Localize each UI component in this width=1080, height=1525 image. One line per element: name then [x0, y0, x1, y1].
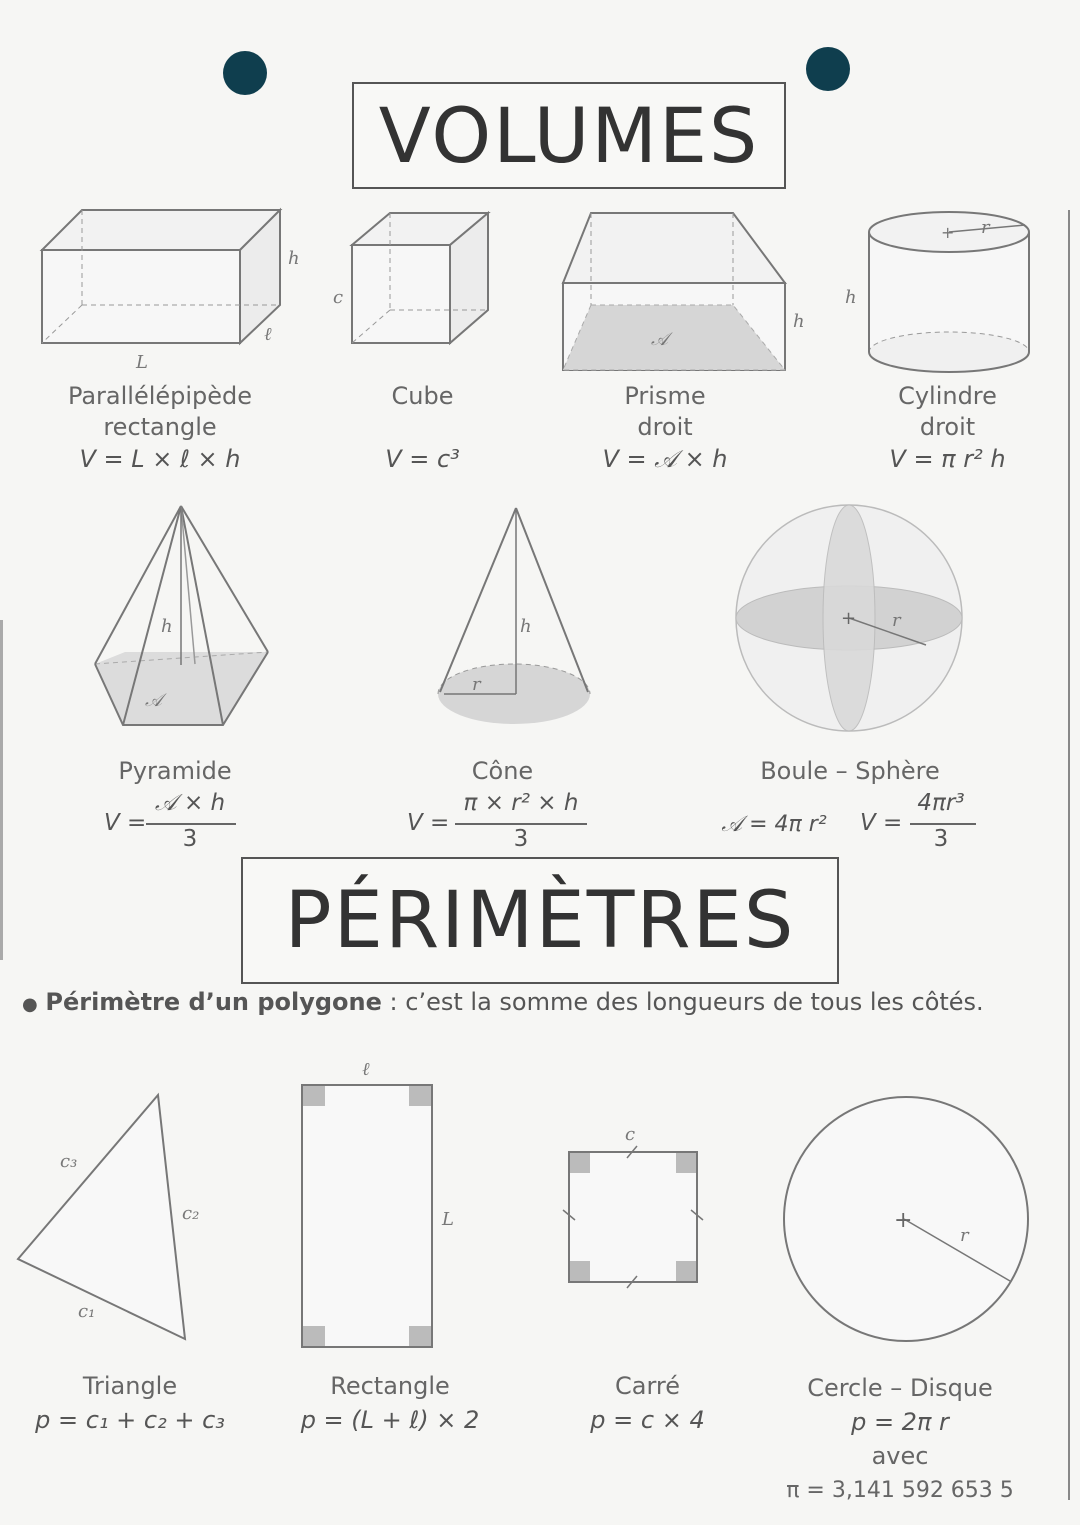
prism-figure	[555, 205, 815, 380]
binder-hole-left	[223, 51, 267, 95]
rectangle-figure	[290, 1055, 470, 1355]
prism-label-area: 𝒜	[651, 329, 669, 350]
cone-name: Cône	[471, 757, 534, 785]
volumes-title-text: VOLUMES	[378, 91, 760, 180]
prism-formula: V = 𝒜 × h	[602, 445, 728, 473]
circle-with-label: avec	[871, 1442, 929, 1470]
prism-name: Prisme droit	[624, 382, 706, 441]
sphere-formula-num: 4πr³	[917, 790, 965, 816]
square-figure	[555, 1120, 715, 1295]
cube-label-c: c	[333, 287, 344, 308]
cube-name: Cube	[391, 382, 454, 410]
rectangle-label-width: ℓ	[362, 1059, 370, 1080]
circle-figure	[780, 1093, 1035, 1348]
cone-label-r: r	[472, 674, 481, 695]
cuboid-label-h: h	[288, 248, 300, 269]
circle-name: Cercle – Disque	[807, 1374, 993, 1402]
sphere-formula	[856, 790, 981, 850]
bullet-icon: ●	[22, 994, 38, 1015]
square-name: Carré	[614, 1372, 680, 1400]
sphere-label-r: r	[892, 610, 901, 631]
cone-formula-bar	[455, 823, 587, 825]
cuboid-formula: V = L × ℓ × h	[79, 445, 241, 473]
triangle-name: Triangle	[82, 1372, 178, 1400]
cone-formula	[405, 790, 595, 850]
cube-formula: V = c³	[385, 445, 460, 473]
pi-value: π = 3,141 592 653 5	[786, 1478, 1014, 1503]
circle-formula: p = 2π r	[851, 1408, 949, 1436]
cuboid-figure	[30, 200, 310, 380]
cone-formula-num: π × r² × h	[463, 790, 579, 816]
sphere-name: Boule – Sphère	[760, 757, 940, 785]
cone-formula-lhs: V =	[407, 810, 450, 836]
triangle-label-c3: c₃	[60, 1151, 78, 1172]
volumes-title	[352, 82, 786, 189]
pyramid-formula-num: 𝒜 × h	[154, 790, 226, 816]
cylinder-formula: V = π r² h	[889, 445, 1006, 473]
svg-text:+: +	[941, 223, 955, 242]
pyramid-figure	[85, 500, 285, 740]
cuboid-name: Parallélépipède rectangle	[67, 382, 253, 441]
page-edge	[1068, 210, 1070, 1500]
pyramid-formula-lhs: V =	[104, 810, 147, 836]
perimetres-title-text: PÉRIMÈTRES	[284, 875, 796, 966]
cylinder-figure	[835, 205, 1045, 375]
sphere-figure	[730, 505, 970, 735]
definition-text: : c’est la somme des longueurs de tous les côtés.	[381, 988, 984, 1016]
cone-formula-den: 3	[513, 826, 529, 852]
cube-figure	[325, 205, 505, 355]
svg-text:+: +	[841, 608, 857, 629]
page-edge-left	[0, 620, 3, 960]
binder-hole-right	[806, 47, 850, 91]
cone-figure	[430, 500, 600, 735]
pyramid-formula-bar	[146, 823, 236, 825]
triangle-formula: p = c₁ + c₂ + c₃	[35, 1406, 225, 1434]
pyramid-label-h: h	[161, 616, 173, 637]
cone-label-h: h	[520, 616, 532, 637]
pyramid-name: Pyramide	[118, 757, 232, 785]
circle-label-r: r	[960, 1225, 969, 1246]
sphere-formula-lhs: V =	[860, 810, 903, 836]
pyramid-formula	[100, 790, 250, 850]
triangle-label-c1: c₁	[78, 1301, 96, 1322]
triangle-figure	[10, 1085, 230, 1355]
square-label-c: c	[625, 1124, 636, 1145]
sphere-area-formula: 𝒜 = 4π r²	[721, 812, 827, 837]
rectangle-label-length: L	[442, 1209, 454, 1230]
cuboid-label-L: L	[136, 352, 148, 373]
rectangle-name: Rectangle	[330, 1372, 450, 1400]
sphere-formula-bar	[910, 823, 976, 825]
square-formula: p = c × 4	[590, 1406, 705, 1434]
cylinder-label-r: r	[981, 217, 990, 238]
cylinder-label-h: h	[845, 287, 857, 308]
triangle-label-c2: c₂	[182, 1203, 200, 1224]
pyramid-formula-den: 3	[182, 826, 198, 852]
rectangle-formula: p = (L + ℓ) × 2	[300, 1406, 480, 1434]
cylinder-name: Cylindre droit	[898, 382, 997, 441]
cuboid-label-l: ℓ	[264, 324, 272, 345]
svg-text:+: +	[894, 1208, 913, 1233]
perimeter-definition	[22, 988, 984, 1016]
perimetres-title	[241, 857, 839, 984]
pyramid-label-area: 𝒜	[145, 690, 163, 711]
sphere-formula-den: 3	[933, 826, 949, 852]
prism-label-h: h	[793, 311, 805, 332]
definition-term: Périmètre d’un polygone	[45, 988, 382, 1016]
